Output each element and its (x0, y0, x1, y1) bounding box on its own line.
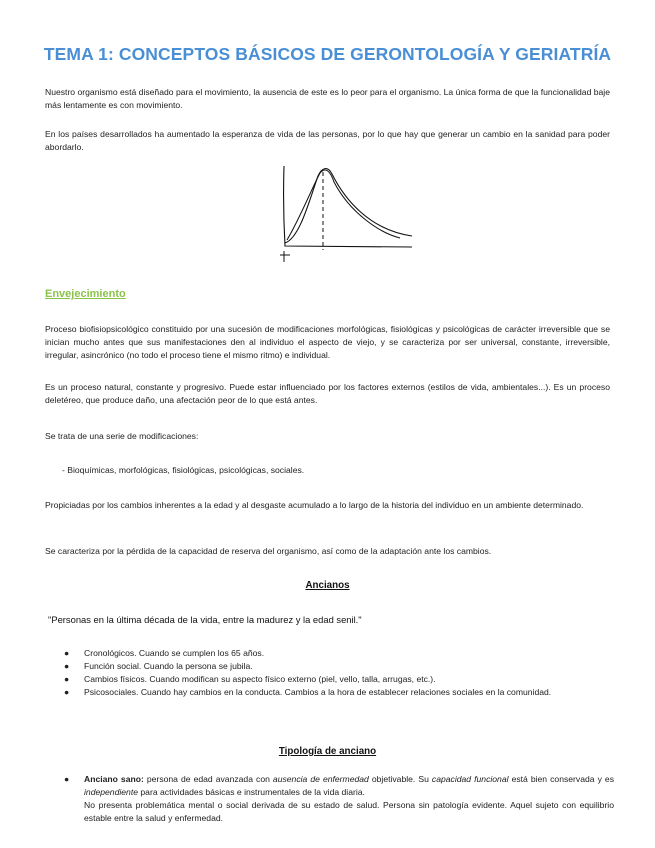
list-item-text: Cambios físicos. Cuando modifican su aspecto físico externo (piel, vello, talla, arrugas, etc.). (84, 674, 436, 684)
anciano-sano-label: Anciano sano: (84, 774, 144, 784)
page-title: TEMA 1: CONCEPTOS BÁSICOS DE GERONTOLOGÍA Y GERIATRÍA (43, 44, 612, 64)
anciano-sano-detail: No presenta problemática mental o social derivada de su estado de salud. Persona sin patología evidente. Aquel sujeto con equilibrio estable entre la salud y enfermedad. (84, 800, 614, 823)
italic-run: independiente (84, 787, 139, 797)
list-item-text: Función social. Cuando la persona se jubila. (84, 661, 253, 671)
section-heading-envejecimiento: Envejecimiento (45, 288, 126, 300)
text-run: para actividades básicas e instrumentales de la vida diaria. (138, 787, 365, 797)
text-run: objetivable. Su (368, 774, 432, 784)
italic-run: capacidad funcional (431, 774, 509, 784)
text-run: está bien conservada y es (508, 774, 614, 784)
bullet-icon: ● (64, 674, 70, 684)
curve-inner (287, 170, 400, 240)
intro-paragraph-1: Nuestro organismo está diseñado para el movimiento, la ausencia de este es lo peor para el organismo. La única forma de que la funcionalidad baje más lentamente es con movimiento. (45, 87, 610, 110)
intro-paragraph-2: En los países desarrollados ha aumentado la esperanza de vida de las personas, por lo que hay que generar un cambio en la sanidad para poder abordarlo. (45, 129, 610, 152)
envejecimiento-paragraph-5: Se caracteriza por la pérdida de la capacidad de reserva del organismo, así como de la adaptación ante los cambios. (45, 546, 492, 556)
text-run: persona de edad avanzada con (143, 774, 273, 784)
list-item (64, 660, 614, 673)
section-heading-tipologia: Tipología de anciano (278, 746, 377, 757)
bullet-icon: ● (64, 774, 70, 784)
list-item (64, 673, 614, 686)
list-item (64, 773, 614, 825)
list-item-text: Psicosociales. Cuando hay cambios en la conducta. Cambios a la hora de establecer relaciones sociales en la comunidad. (84, 687, 552, 697)
italic-run: ausencia de enfermedad (272, 774, 369, 784)
aging-curve-sketch (270, 158, 415, 266)
list-item (64, 647, 614, 660)
envejecimiento-paragraph-4: Propiciadas por los cambios inherentes a la edad y al desgaste acumulado a lo largo de la historia del individuo en un ambiente determinado. (45, 500, 584, 510)
envejecimiento-paragraph-3: Se trata de una serie de modificaciones: (45, 431, 199, 441)
tipologia-list (64, 773, 614, 825)
envejecimiento-paragraph-1: Proceso biofisiopsicológico constituido por una sucesión de modificaciones morfológicas, fisiológicas y psicológicas de carácter irreversible que se inician mucho antes que sus manifestaciones den al individuo el aspecto de viejo, y se caracteriza por ser universal, constante, irreversible, irregular, asincrónico (no todo el proceso tiene el mismo ritmo) e individual. (45, 324, 610, 360)
graph-tick (280, 251, 290, 262)
graph-axes (284, 166, 412, 247)
bullet-icon: ● (64, 648, 70, 658)
list-item (64, 686, 614, 699)
modificaciones-list-item: - Bioquímicas, morfológicas, fisiológicas, psicológicas, sociales. (62, 465, 305, 475)
anciano-sano-paragraph (84, 773, 614, 799)
list-item-text: Cronológicos. Cuando se cumplen los 65 años. (84, 648, 265, 658)
envejecimiento-paragraph-2: Es un proceso natural, constante y progresivo. Puede estar influenciado por los factores externos (estilos de vida, ambientales...). Es un proceso deletéreo, que produce daño, una afectación peor de lo que está antes. (45, 382, 610, 405)
ancianos-quote: "Personas en la última década de la vida, entre la madurez y la edad senil." (48, 614, 362, 625)
bullet-icon: ● (64, 687, 70, 697)
section-heading-ancianos: Ancianos (305, 580, 350, 591)
bullet-icon: ● (64, 661, 70, 671)
ancianos-criteria-list (64, 647, 614, 699)
